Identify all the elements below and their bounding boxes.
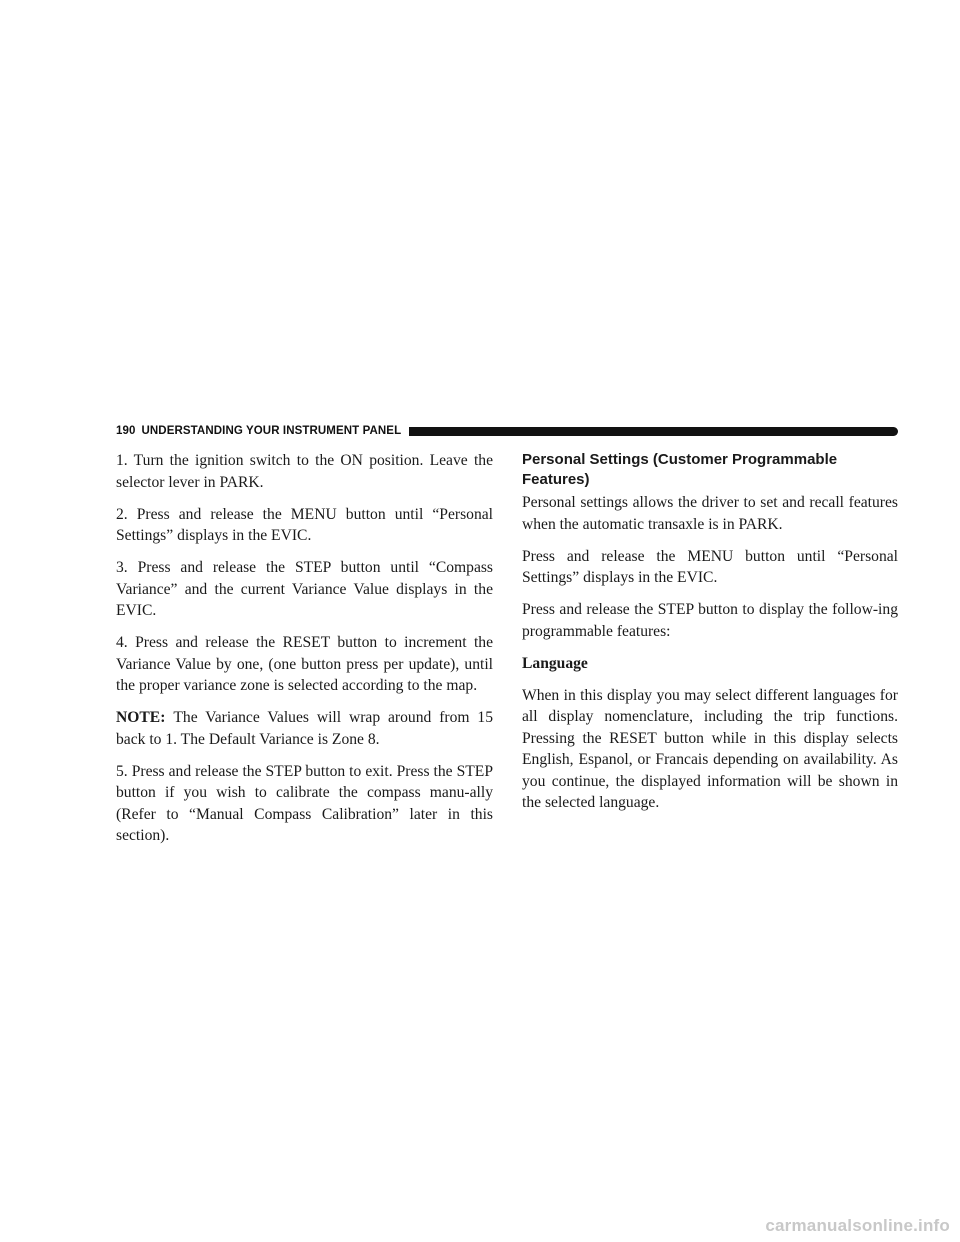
note-label: NOTE:	[116, 709, 166, 726]
step-1: 1. Turn the ignition switch to the ON position. Leave the selector lever in PARK.	[116, 452, 493, 491]
note	[116, 707, 493, 750]
step-instruction: Press and release the STEP button to display the follow-ing programmable features:	[522, 601, 898, 640]
section-title: UNDERSTANDING YOUR INSTRUMENT PANEL	[141, 425, 402, 437]
step-2: 2. Press and release the MENU button until “Personal Settings” displays in the EVIC.	[116, 505, 493, 544]
header-rule	[409, 427, 898, 436]
language-heading: Language	[522, 654, 588, 672]
menu-instruction: Press and release the MENU button until “Personal Settings” displays in the EVIC.	[522, 547, 898, 586]
step-3: 3. Press and release the STEP button until “Compass Variance” and the current Variance Value displays in the EVIC.	[116, 559, 493, 619]
step-5: 5. Press and release the STEP button to exit. Press the STEP button if you wish to calibrate the compass manu-ally (Refer to “Manual Compass Calibration” later in this section).	[116, 762, 493, 844]
step-4: 4. Press and release the RESET button to increment the Variance Value by one, (one button press per update), until the proper variance zone is selected according to the map.	[116, 634, 493, 694]
page-header	[116, 424, 898, 438]
note-text: The Variance Values will wrap around from 15 back to 1. The Default Variance is Zone 8.	[116, 709, 493, 748]
left-column	[116, 450, 493, 857]
page-number: 190	[116, 425, 136, 437]
watermark: carmanualsonline.info	[765, 1216, 950, 1235]
language-text: When in this display you may select different languages for all display nomenclature, including the trip functions. Pressing the RESET button while in this display selects English, Espanol, or Francais depending on availability. As you continue, the displayed information will be shown in the selected language.	[522, 686, 898, 811]
right-column	[522, 450, 898, 824]
personal-settings-heading: Personal Settings (Customer Programmable Features)	[522, 451, 838, 488]
personal-settings-intro: Personal settings allows the driver to set and recall features when the automatic transaxle is in PARK.	[522, 494, 898, 533]
